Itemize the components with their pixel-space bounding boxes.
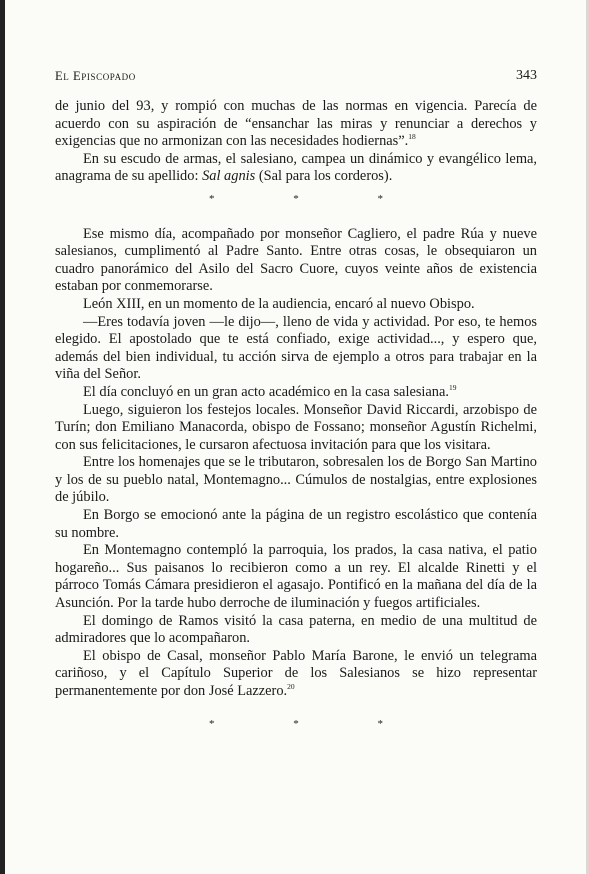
page-number: 343: [516, 68, 537, 83]
paragraph-dialogue: —Eres todavía joven —le dijo—, lleno de vida y actividad. Por eso, te hemos elegido. El apostolado que te está confiado, exige actividad..., y espero que, además del bien individual, tu acción sirva de ejemplo a otros para trabajar en la viña del Señor.: [55, 313, 537, 383]
section-separator: * * *: [209, 717, 421, 730]
scan-left-edge: [0, 0, 5, 874]
section-separator: * * *: [209, 192, 421, 205]
paragraph: El obispo de Casal, monseñor Pablo María Barone, le envió un telegrama cariñoso, y el Capítulo Superior de los Salesianos se hizo representar permanentemente por don José Lazzero.$^{20}$: [55, 647, 537, 699]
footnote-ref: 19: [449, 382, 457, 392]
paragraph: León XIII, en un momento de la audiencia, encaró al nuevo Obispo.: [83, 295, 475, 312]
page-body: [55, 98, 537, 733]
paragraph: Ese mismo día, acompañado por monseñor Cagliero, el padre Rúa y nueve salesianos, cumplimentó al Padre Santo. Entre otras cosas, le obsequiaron un cuadro panorámico del Asilo del Sacro Cuore, cuyos veinte años de existencia estaban por conmemorarse.: [55, 225, 537, 295]
motto-text: Sal agnis: [202, 168, 256, 185]
paragraph: El domingo de Ramos visitó la casa paterna, en medio de una multitud de admiradores que lo acompañaron.: [55, 612, 537, 647]
running-title: El Episcopado: [55, 69, 136, 83]
paragraph: En su escudo de armas, el salesiano, campea un dinámico y evangélico lema, anagrama de su apellido: Sal agnis (Sal para los corderos).: [55, 150, 537, 185]
paragraph: Entre los homenajes que se le tributaron, sobresalen los de Borgo San Martino y los de su pueblo natal, Montemagno... Cúmulos de nostalgias, entre explosiones de júbilo.: [55, 454, 537, 506]
footnote-ref: 18: [408, 132, 416, 142]
paragraph: Luego, siguieron los festejos locales. Monseñor David Riccardi, arzobispo de Turín; don Emiliano Manacorda, obispo de Fossano; monseñor Agustín Richelmi, con sus felicitaciones, le cursaron afectuosa invitación para que los visitara.: [55, 401, 537, 453]
paragraph: En Montemagno contempló la parroquia, los prados, la casa nativa, el patio hogareño... Sus paisanos lo recibieron como a un rey. El alcalde Rinetti y el párroco Tomás Cámara presidieron el agasajo. Pontificó en la mañana del día de la Asunción. Por la tarde hubo derroche de iluminación y fuegos artificiales.: [55, 542, 537, 612]
footnote-ref: 20: [287, 682, 295, 691]
page-header: [55, 69, 537, 85]
paragraph: El día concluyó en un gran acto académico en la casa salesiana.$^{19}$: [83, 382, 457, 400]
paragraph-continuation: de junio del 93, y rompió con muchas de las normas en vigencia. Parecía de acuerdo con su aspiración de “ensanchar las miras y renunciar a derechos y exigencias que no armonizan con las necesidades hodiernas”.$^{18}$: [55, 98, 537, 150]
paragraph: En Borgo se emocionó ante la página de un registro escolástico que contenía su nombre.: [55, 507, 537, 541]
